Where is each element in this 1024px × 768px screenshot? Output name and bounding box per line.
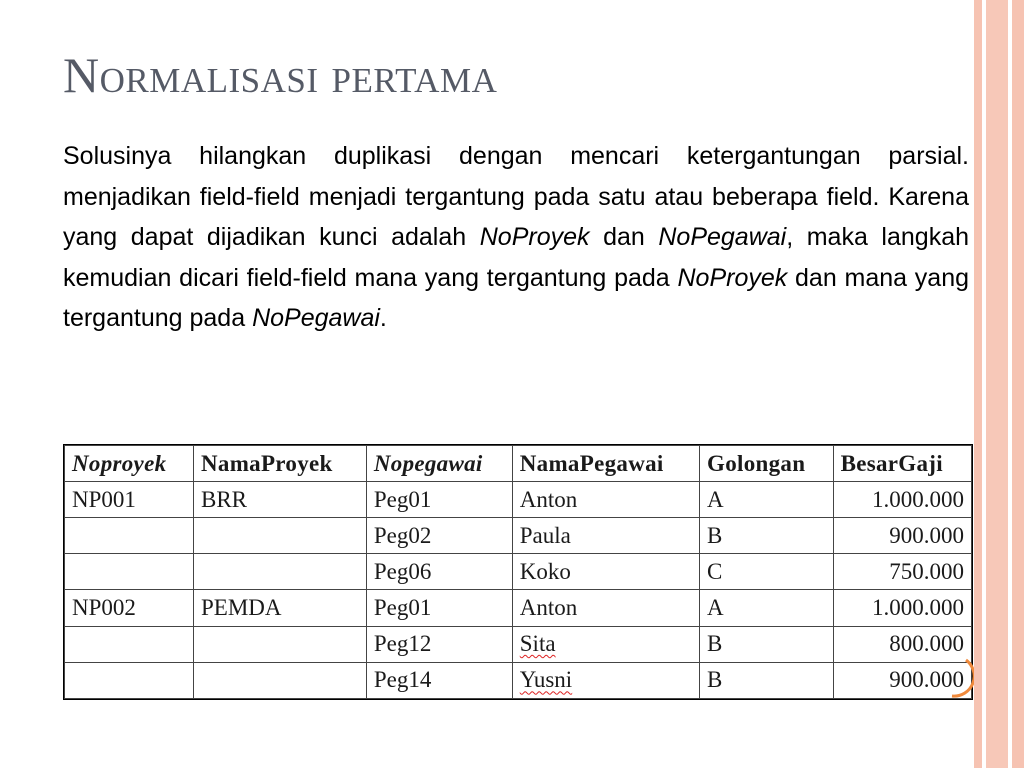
table-cell [193, 626, 366, 662]
table-cell [700, 518, 834, 554]
table-cell [65, 626, 194, 662]
table-cell [512, 590, 699, 626]
table-cell [65, 662, 194, 698]
paragraph-keyword: NoProyek [677, 263, 788, 292]
cell-text: Anton [519, 595, 578, 621]
table-cell [700, 482, 834, 518]
cell-text: Peg01 [373, 486, 432, 512]
table-cell [65, 482, 194, 518]
table-cell [193, 554, 366, 590]
cell-text: NP002 [72, 595, 136, 621]
table-row [65, 518, 972, 554]
table-cell [833, 554, 971, 590]
paragraph-keyword: NoProyek [479, 223, 590, 251]
paragraph-segment: , maka langkah kemudian dicari field-field mana yang tergantung pada [63, 223, 970, 292]
cell-text: B [707, 667, 723, 693]
column-header: Noproyek [65, 446, 194, 482]
cell-text: 800.000 [889, 631, 964, 657]
cell-text: Peg12 [373, 631, 432, 657]
cell-text: Koko [519, 558, 571, 584]
stripe [1012, 0, 1024, 768]
table-cell [366, 590, 512, 626]
table-cell [512, 482, 699, 518]
cell-text: 1.000.000 [872, 486, 964, 512]
table-cell [193, 482, 366, 518]
cell-text: A [707, 595, 724, 621]
table-cell [65, 554, 194, 590]
cell-text: Peg14 [373, 667, 432, 693]
table-body [65, 482, 972, 699]
table-cell [512, 626, 699, 662]
cell-text: Peg01 [373, 595, 432, 621]
table-frame [63, 444, 973, 700]
table-cell [512, 554, 699, 590]
table-cell [366, 662, 512, 698]
cell-text: 1.000.000 [872, 595, 964, 621]
decorative-stripes [974, 0, 1024, 768]
stripe [986, 0, 1008, 768]
paragraph-segment: dan mana yang tergantung pada [63, 263, 970, 332]
cell-text: A [707, 486, 724, 512]
table-cell [193, 518, 366, 554]
cell-text: 750.000 [889, 558, 964, 584]
table-row [65, 662, 972, 698]
table-cell [700, 590, 834, 626]
column-header: NamaProyek [193, 446, 366, 482]
cell-text: B [707, 522, 723, 548]
slide-title: Normalisasi pertama [63, 47, 498, 103]
orange-circle-ornament [922, 652, 974, 700]
cell-text: Yusni [519, 667, 573, 693]
paragraph-segment: dan [589, 223, 659, 251]
cell-text: Anton [519, 486, 578, 512]
cell-text: B [707, 631, 723, 657]
paragraph-keyword: NoPegawai [252, 304, 380, 332]
table-row [65, 590, 972, 626]
table-row [65, 626, 972, 662]
table-cell [833, 518, 971, 554]
paragraph-segment: . [379, 304, 387, 332]
cell-text: 900.000 [889, 667, 964, 693]
cell-text: NP001 [72, 486, 136, 512]
column-header: NamaPegawai [512, 446, 699, 482]
table-cell [366, 482, 512, 518]
body-paragraph [63, 136, 969, 339]
cell-text: Peg02 [373, 522, 432, 548]
cell-text: 900.000 [889, 522, 964, 548]
table-row [65, 554, 972, 590]
cell-text: C [707, 558, 723, 584]
stripe [974, 0, 982, 768]
column-header: BesarGaji [833, 446, 971, 482]
cell-text: BRR [200, 486, 248, 512]
column-header: Golongan [700, 446, 834, 482]
table-cell [512, 662, 699, 698]
column-header: Nopegawai [366, 446, 512, 482]
paragraph-keyword: NoPegawai [658, 223, 787, 251]
paragraph-segment: Solusinya hilangkan duplikasi dengan mencari ketergantungan parsial. menjadikan field-field menjadi tergantung pada satu atau beberapa field. Karena yang dapat dijadikan kunci adalah [63, 142, 969, 251]
table-cell [833, 590, 971, 626]
cell-text: Paula [519, 522, 571, 548]
cell-text: Peg06 [373, 558, 432, 584]
table-header-row [65, 446, 972, 482]
table-cell [700, 662, 834, 698]
table-cell [193, 590, 366, 626]
table-cell [65, 590, 194, 626]
cell-text: Sita [519, 631, 556, 657]
table-cell [366, 626, 512, 662]
table-cell [833, 482, 971, 518]
table-cell [700, 626, 834, 662]
table-cell [366, 554, 512, 590]
table-cell [193, 662, 366, 698]
table-cell [512, 518, 699, 554]
table-cell [366, 518, 512, 554]
table-cell [65, 518, 194, 554]
cell-text: PEMDA [200, 595, 282, 621]
data-table [64, 445, 972, 699]
table-row [65, 482, 972, 518]
table-cell [700, 554, 834, 590]
